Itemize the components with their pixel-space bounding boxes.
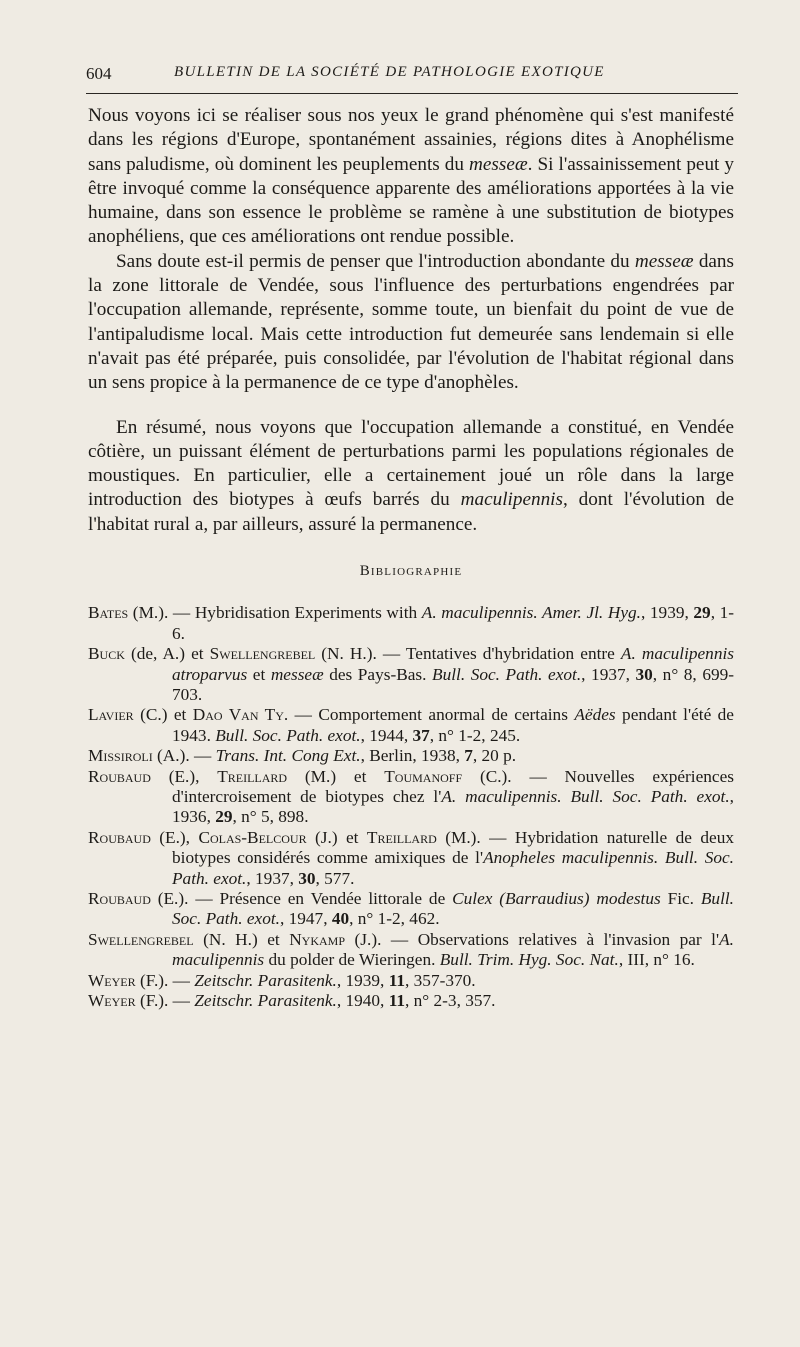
bib-species: Culex (Barraudius) modestus bbox=[452, 889, 661, 909]
bib-journal: Bull. Trim. Hyg. Soc. Nat. bbox=[439, 950, 619, 970]
bib-text: (F.). — bbox=[135, 991, 195, 1011]
bib-text: du polder de Wieringen. bbox=[264, 950, 440, 970]
bib-text: (C.) et bbox=[133, 705, 193, 725]
bib-journal: A. maculipennis. Bull. Soc. Path. exot. bbox=[441, 787, 730, 806]
bib-text: , 20 p. bbox=[472, 746, 517, 766]
paragraph-2-species: messeæ bbox=[634, 250, 694, 272]
bib-text: , 1944, bbox=[360, 725, 413, 745]
paragraph-1-text-b: . Si l'assainissement peut y être invoqué comme la conséquence apparente des améliorations apportées à la vie humaine, dans son essence le problème se ramène à une substitution de biotypes anophéliens, que ces améliorations ont rendue possible. bbox=[88, 153, 734, 248]
paragraph-2-text-b: dans la zone littorale de Vendée, sous l'influence des perturbations engendrées par l'occupation allemande, représente, somme toute, un bienfait du point de vue de l'antipaludisme local. Mais cette introduction fut demeurée sans lendemain si elle n'avait pas été préparée, puis consolidée, par l'évolution de l'habitat régional dans un sens propice à la permanence de ce type d'anophèles. bbox=[88, 250, 734, 394]
bib-author: Buck bbox=[88, 644, 125, 664]
bib-journal: Anopheles maculipennis. Bull. Soc. Path. exot. bbox=[172, 848, 734, 888]
bib-text: des Pays-Bas. bbox=[323, 664, 433, 684]
bib-text: (M.). — Hybridation naturelle de deux biotypes considérés comme amixiques de l' bbox=[172, 827, 734, 868]
bib-text: , n° 1-2, 245. bbox=[429, 725, 521, 745]
page-header bbox=[86, 64, 738, 92]
bib-volume: 30 bbox=[298, 868, 316, 888]
bib-text: , 1939, bbox=[336, 970, 389, 990]
bib-text: (F.). — bbox=[135, 970, 195, 990]
bib-volume: 29 bbox=[693, 603, 711, 623]
running-title: BULLETIN DE LA SOCIÉTÉ DE PATHOLOGIE EXOTIQUE bbox=[174, 64, 605, 80]
paragraph-1-text-a: Nous voyons ici se réaliser sous nos yeux le grand phénomène qui s'est manifesté dans les régions d'Europe, spontanément assainies, régions dites à Anophélisme sans paludisme, où dominent les peuplements du bbox=[88, 105, 734, 175]
bib-author: Weyer bbox=[88, 991, 136, 1011]
bib-author: Treillard bbox=[217, 766, 288, 786]
bib-text: , Berlin, 1938, bbox=[360, 746, 465, 766]
bib-text: (N. H.) et bbox=[193, 929, 290, 949]
bib-entry bbox=[88, 603, 734, 644]
bib-text: (E.), bbox=[150, 766, 218, 786]
bib-text: pendant l'été de 1943. bbox=[172, 705, 734, 745]
bib-author: Roubaud bbox=[88, 827, 151, 847]
bib-journal: Zeitschr. Parasitenk. bbox=[194, 970, 337, 990]
bib-author: Toumanoff bbox=[384, 766, 463, 786]
bib-entry bbox=[88, 705, 734, 746]
bib-journal: Bull. Soc. Path. exot. bbox=[432, 664, 582, 684]
bib-author: Nykamp bbox=[289, 929, 346, 949]
paragraph-3-text-a: En résumé, nous voyons que l'occupation allemande a constitué, en Vendée côtière, un puissant élément de perturbations parmi les populations régionales de moustiques. En particulier, elle a certainement joué un rôle dans la large introduction des biotypes à œufs barrés du bbox=[88, 416, 734, 511]
bib-volume: 7 bbox=[464, 746, 473, 766]
page-number: 604 bbox=[86, 64, 112, 83]
bib-author: Bates bbox=[88, 603, 129, 623]
paragraph-3-text-b: , dont l'évolution de l'habitat rural a, par ailleurs, assuré la permanence. bbox=[88, 489, 734, 535]
bib-volume: 29 bbox=[215, 807, 233, 827]
bib-author: Missiroli bbox=[88, 746, 153, 766]
bib-text: (N. H.). — Tentatives d'hybridation entre bbox=[315, 644, 621, 664]
bibliography-list bbox=[88, 603, 734, 1011]
bib-entry bbox=[88, 644, 734, 705]
bib-text: , 1-6. bbox=[172, 603, 735, 643]
bib-entry bbox=[88, 889, 734, 930]
bib-text: (M.). — Hybridisation Experiments with bbox=[128, 603, 422, 623]
bib-author: Roubaud bbox=[88, 766, 151, 786]
bib-text: , 1937, bbox=[581, 664, 636, 684]
bib-author: Colas-Belcour bbox=[198, 827, 307, 847]
bib-text: , 1937, bbox=[246, 868, 299, 888]
bib-volume: 40 bbox=[331, 909, 350, 929]
bib-text: (A.). — bbox=[152, 746, 216, 766]
header-rule bbox=[86, 93, 738, 94]
bib-author: Lavier bbox=[88, 705, 134, 725]
bib-text: et bbox=[247, 664, 271, 684]
bib-entry bbox=[88, 767, 734, 828]
bib-text: , n° 2-3, 357. bbox=[405, 991, 496, 1011]
bib-text: . — Comportement anormal de certains bbox=[283, 705, 575, 725]
bib-text: , 577. bbox=[315, 868, 355, 888]
bib-entry bbox=[88, 971, 734, 991]
bib-species: A. maculipennis atroparvus bbox=[172, 644, 734, 684]
bib-text: (M.) et bbox=[287, 766, 385, 786]
bib-journal: Trans. Int. Cong Ext. bbox=[215, 746, 361, 766]
article-body bbox=[88, 104, 734, 1011]
paragraph-2 bbox=[88, 250, 734, 396]
bib-author: Swellengrebel bbox=[88, 929, 194, 949]
bib-volume: 37 bbox=[412, 725, 430, 745]
bib-entry bbox=[88, 991, 734, 1011]
bib-text: Fic. bbox=[660, 889, 701, 909]
bib-text: , III, n° 16. bbox=[618, 950, 695, 970]
paragraph-3 bbox=[88, 416, 734, 537]
bib-text: , 1936, bbox=[172, 787, 734, 827]
paragraph-3-species: maculipennis bbox=[460, 489, 563, 511]
bib-entry bbox=[88, 746, 734, 766]
bib-journal: Bull. Soc. Path. exot. bbox=[215, 725, 361, 745]
bib-author: Roubaud bbox=[88, 889, 151, 909]
bibliography-heading: Bibliographie bbox=[359, 563, 463, 580]
bib-text: , 1940, bbox=[336, 991, 389, 1011]
paragraph-1-species: messeæ bbox=[469, 153, 528, 175]
bib-text: , n° 5, 898. bbox=[232, 807, 309, 827]
bib-text: (J.) et bbox=[306, 827, 367, 847]
bib-text: (C.). — Nouvelles expériences d'intercroisement de biotypes chez l' bbox=[172, 766, 734, 806]
bib-author: Dao Van Ty bbox=[192, 705, 284, 725]
bib-text: , n° 1-2, 462. bbox=[349, 909, 440, 929]
bib-journal: Bull. Soc. Path. exot. bbox=[172, 889, 734, 929]
bib-text: , n° 8, 699-703. bbox=[172, 664, 734, 704]
bib-species: A. maculipennis bbox=[172, 929, 734, 970]
bib-text: , 1939, bbox=[640, 603, 694, 623]
bib-text: , 357-370. bbox=[405, 970, 476, 990]
bib-entry bbox=[88, 930, 734, 971]
bib-author: Swellengrebel bbox=[209, 644, 316, 664]
bib-author: Weyer bbox=[88, 970, 136, 990]
bib-text: , 1947, bbox=[279, 909, 332, 929]
bib-journal: Zeitschr. Parasitenk. bbox=[194, 991, 337, 1011]
bib-species: messeæ bbox=[270, 664, 324, 684]
bib-journal: A. maculipennis. Amer. Jl. Hyg. bbox=[421, 603, 641, 623]
bib-volume: 11 bbox=[388, 970, 406, 990]
bib-entry bbox=[88, 828, 734, 889]
bib-author: Treillard bbox=[366, 827, 437, 847]
bib-volume: 30 bbox=[635, 664, 653, 684]
bib-species: Aëdes bbox=[574, 705, 616, 725]
bib-volume: 11 bbox=[388, 991, 406, 1011]
paragraph-1 bbox=[88, 104, 734, 250]
bib-text: (E.), bbox=[150, 827, 199, 847]
paragraph-2-text-a: Sans doute est-il permis de penser que l'introduction abondante du bbox=[116, 250, 635, 272]
bib-text: (E.). — Présence en Vendée littorale de bbox=[150, 889, 453, 909]
bib-text: (de, A.) et bbox=[124, 644, 210, 664]
bib-text: (J.). — Observations relatives à l'invasion par l' bbox=[345, 929, 720, 949]
